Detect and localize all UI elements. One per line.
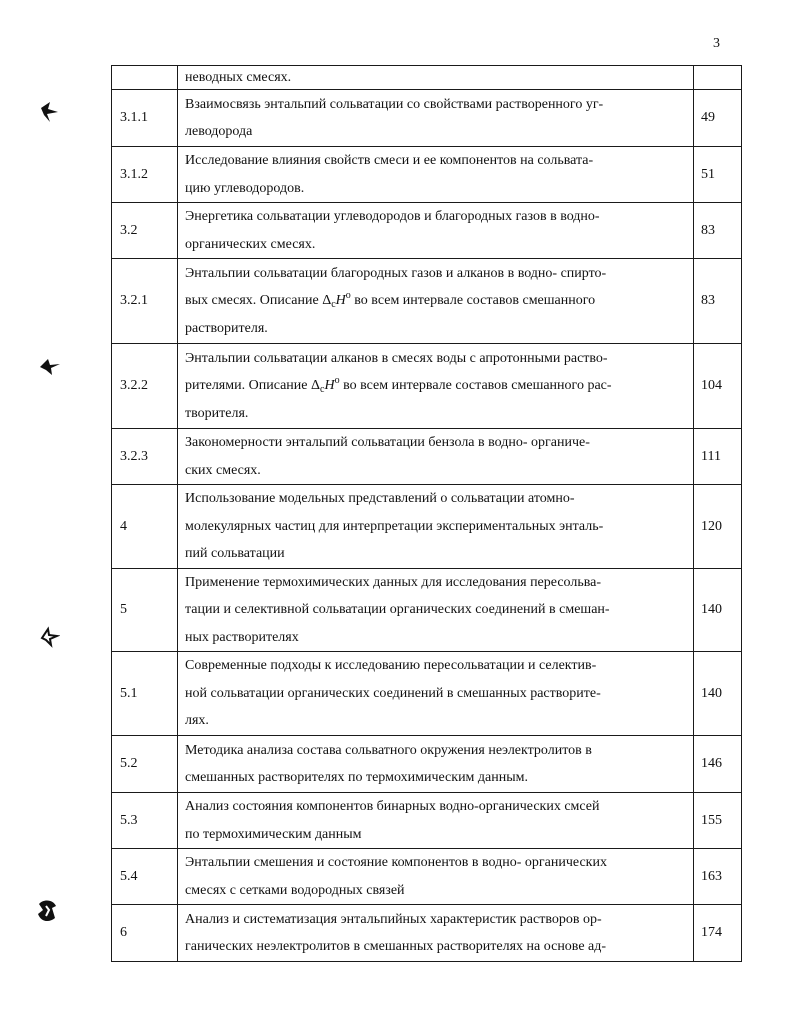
section-title: Энтальпии смешения и состояние компонентов в водно- органических смесях с сетками водородных связей (178, 849, 694, 905)
section-page: 104 (694, 344, 742, 429)
section-number: 3.2.2 (112, 344, 178, 429)
section-page: 140 (694, 568, 742, 652)
section-page: 83 (694, 203, 742, 259)
section-title: Методика анализа состава сольватного окружения неэлектролитов в смешанных растворителях по термохимическим данным. (178, 736, 694, 793)
table-row (112, 849, 742, 905)
scan-mark-icon (38, 355, 62, 377)
section-title: Взаимосвязь энтальпий сольватации со свойствами растворенного уг- леводорода (178, 90, 694, 147)
table-row (112, 90, 742, 147)
section-page (694, 66, 742, 90)
section-title: Энтальпии сольватации алканов в смесях воды с апротонными раство- рителями. Описание $\Delta_cH^o$ во всем интервале составов смешанного рас- творителя. (178, 344, 694, 429)
section-title: неводных смесях. (178, 66, 694, 90)
section-page: 174 (694, 905, 742, 962)
section-title: Энтальпии сольватации благородных газов и алканов в водно- спирто- вых смесях. Описание $\Delta_cH^o$ во всем интервале составов смешанного растворителя. (178, 259, 694, 344)
section-number: 4 (112, 485, 178, 569)
section-title: Закономерности энтальпий сольватации бензола в водно- органиче- ских смесях. (178, 429, 694, 485)
section-page: 83 (694, 259, 742, 344)
table-row (112, 793, 742, 849)
scan-mark-icon (35, 898, 59, 924)
section-page: 111 (694, 429, 742, 485)
section-page: 146 (694, 736, 742, 793)
enthalpy-formula: $\Delta_cH^o$ (322, 290, 351, 311)
section-number: 3.2 (112, 203, 178, 259)
section-number: 5.1 (112, 652, 178, 736)
section-page: 163 (694, 849, 742, 905)
table-row (112, 66, 742, 90)
section-title: Исследование влияния свойств смеси и ее компонентов на сольвата- цию углеводородов. (178, 147, 694, 203)
scan-mark-icon (38, 626, 60, 648)
scan-mark-icon (38, 100, 62, 124)
table-row (112, 429, 742, 485)
table-row (112, 203, 742, 259)
section-number: 6 (112, 905, 178, 962)
section-page: 51 (694, 147, 742, 203)
section-number: 3.2.3 (112, 429, 178, 485)
section-number: 3.1.2 (112, 147, 178, 203)
section-number: 5 (112, 568, 178, 652)
section-number: 5.3 (112, 793, 178, 849)
section-title: Анализ и систематизация энтальпийных характеристик растворов ор- ганических неэлектролитов в смешанных растворителях на основе ад- (178, 905, 694, 962)
table-row (112, 344, 742, 429)
section-title: Использование модельных представлений о сольватации атомно- молекулярных частиц для интерпретации экспериментальных энталь- пий сольватации (178, 485, 694, 569)
section-page: 155 (694, 793, 742, 849)
table-row (112, 568, 742, 652)
table-row (112, 652, 742, 736)
page-number: 3 (713, 36, 720, 51)
section-title: Анализ состояния компонентов бинарных водно-органических смсей по термохимическим данным (178, 793, 694, 849)
section-page: 120 (694, 485, 742, 569)
section-number: 5.2 (112, 736, 178, 793)
table-row (112, 736, 742, 793)
section-number: 5.4 (112, 849, 178, 905)
section-title: Энергетика сольватации углеводородов и благородных газов в водно- органических смесях. (178, 203, 694, 259)
section-page: 49 (694, 90, 742, 147)
table-row (112, 485, 742, 569)
section-number: 3.1.1 (112, 90, 178, 147)
table-row (112, 259, 742, 344)
table-row (112, 905, 742, 962)
section-number (112, 66, 178, 90)
table-row (112, 147, 742, 203)
section-title: Современные подходы к исследованию пересольватации и селектив- ной сольватации органических соединений в смешанных растворите- лях. (178, 652, 694, 736)
toc-table (111, 65, 742, 962)
section-number: 3.2.1 (112, 259, 178, 344)
section-page: 140 (694, 652, 742, 736)
enthalpy-formula: $\Delta_cH^o$ (311, 375, 340, 396)
section-title: Применение термохимических данных для исследования пересольва- тации и селективной сольватации органических соединений в смешан- ных растворителях (178, 568, 694, 652)
